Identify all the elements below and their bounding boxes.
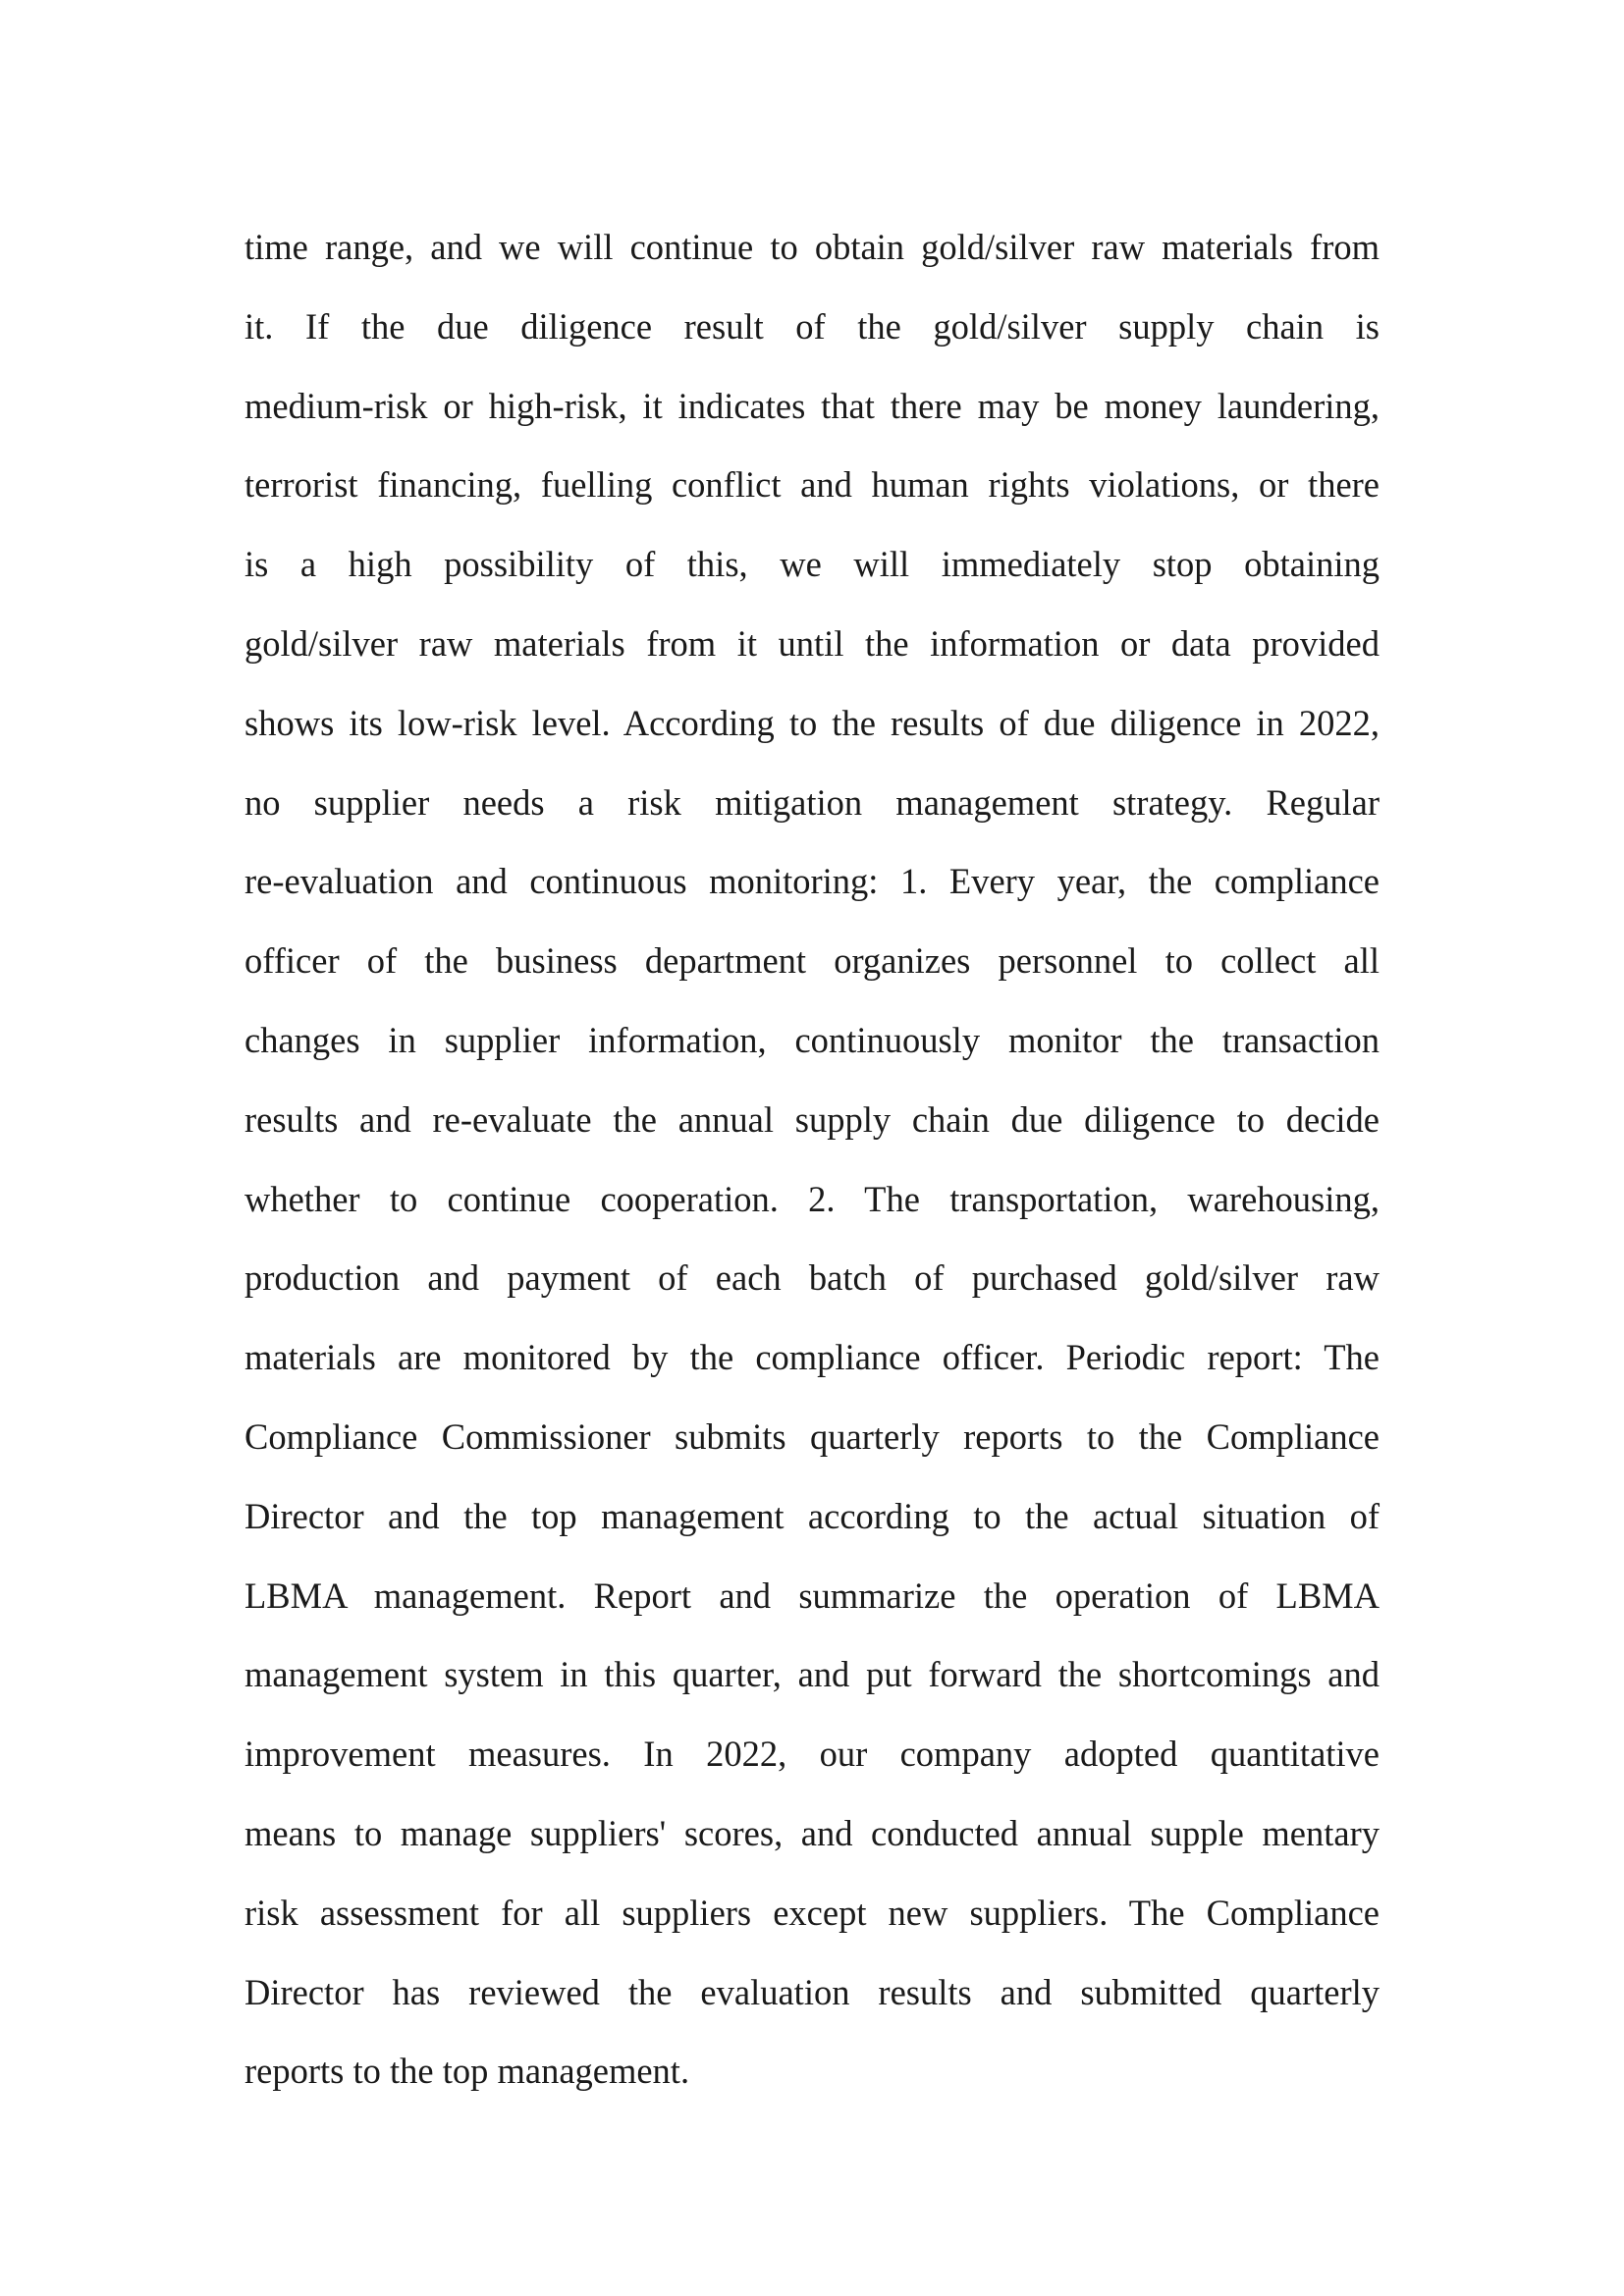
text-line: means to manage suppliers' scores, and conducted annual supple mentary <box>244 1812 1380 1853</box>
text-line: shows its low-risk level. According to the results of due diligence in 2022, <box>244 702 1380 743</box>
text-line: management system in this quarter, and put forward the shortcomings and <box>244 1654 1380 1695</box>
text-line: no supplier needs a risk mitigation management strategy. Regular <box>244 781 1380 823</box>
text-line: medium-risk or high-risk, it indicates that there may be money laundering, <box>244 385 1380 426</box>
text-line: officer of the business department organizes personnel to collect all <box>244 940 1380 982</box>
text-line: it. If the due diligence result of the gold/silver supply chain is <box>244 305 1380 347</box>
text-line: re-evaluation and continuous monitoring: 1. Every year, the compliance <box>244 861 1380 902</box>
text-line: reports to the top management. <box>244 2051 690 2092</box>
text-line: Director has reviewed the evaluation results and submitted quarterly <box>244 1971 1380 2012</box>
text-line: gold/silver raw materials from it until the information or data provided <box>244 622 1380 664</box>
text-line: LBMA management. Report and summarize the operation of LBMA <box>244 1575 1380 1616</box>
text-line: materials are monitored by the compliance officer. Periodic report: The <box>244 1337 1380 1378</box>
text-line: time range, and we will continue to obtain gold/silver raw materials from <box>244 227 1380 267</box>
body-paragraph <box>244 214 1380 2117</box>
text-line: improvement measures. In 2022, our company adopted quantitative <box>244 1734 1380 1775</box>
text-line: Compliance Commissioner submits quarterly reports to the Compliance <box>244 1415 1380 1457</box>
text-line: Director and the top management according to the actual situation of <box>244 1495 1380 1536</box>
text-line: production and payment of each batch of purchased gold/silver raw <box>244 1257 1380 1299</box>
text-line: whether to continue cooperation. 2. The transportation, warehousing, <box>244 1178 1380 1219</box>
text-line: terrorist financing, fuelling conflict and human rights violations, or there <box>244 464 1380 506</box>
text-line: results and re-evaluate the annual supply chain due diligence to decide <box>244 1098 1380 1140</box>
text-line: risk assessment for all suppliers except new suppliers. The Compliance <box>244 1892 1380 1933</box>
text-line: changes in supplier information, continuously monitor the transaction <box>244 1019 1380 1060</box>
text-line: is a high possibility of this, we will immediately stop obtaining <box>244 544 1380 585</box>
